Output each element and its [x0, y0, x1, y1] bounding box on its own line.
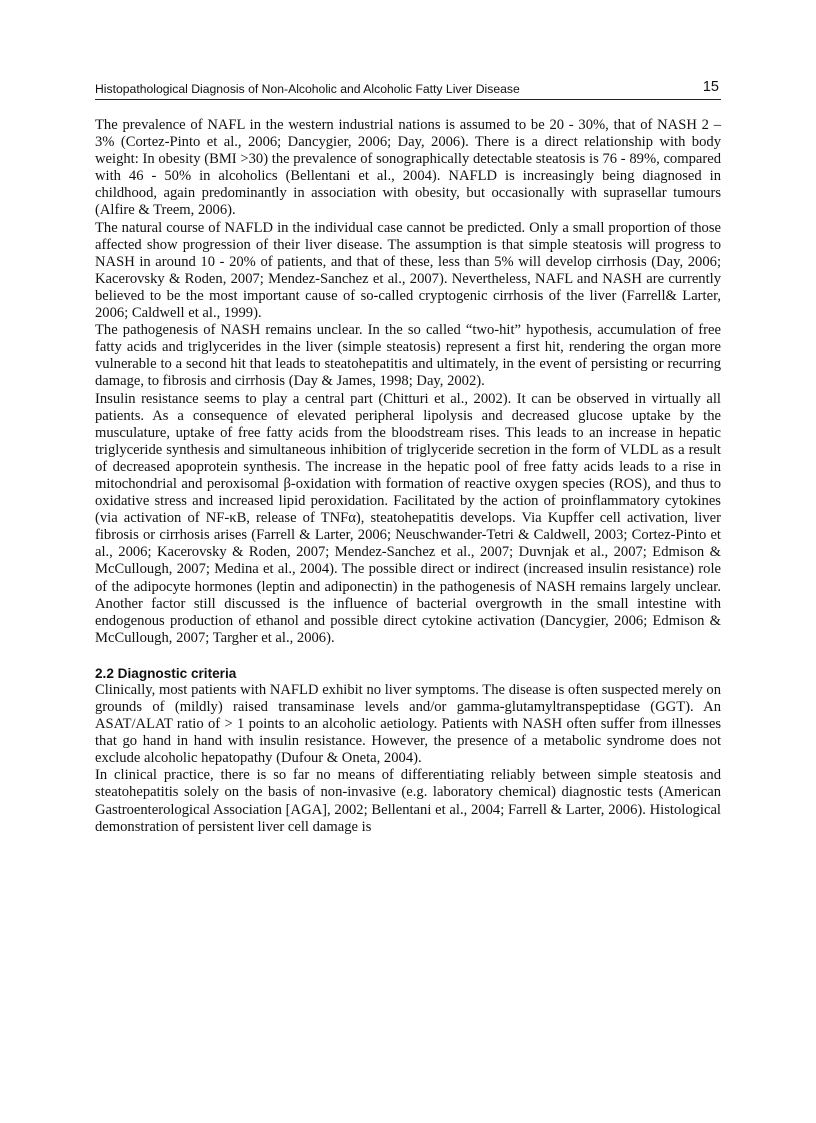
paragraph-natural-course: The natural course of NAFLD in the individual case cannot be predicted. Only a small proportion of those affected show progression of their liver disease. The assumption is that simple steatosis will progress to NASH in around 10 - 20% of patients, and that of these, less than 5% will develop cirrhosis (Day, 2006; Kacerovsky & Roden, 2007; Mendez-Sanchez et al., 2007). Nevertheless, NAFL and NASH are currently believed to be the most important cause of so-called cryptogenic cirrhosis of the liver (Farrell& Larter, 2006; Caldwell et al., 1999). — [95, 219, 721, 322]
paragraph-insulin-resistance: Insulin resistance seems to play a central part (Chitturi et al., 2002). It can be observed in virtually all patients. As a consequence of elevated peripheral lipolysis and decreased glucose uptake by the musculature, uptake of free fatty acids from the bloodstream rises. This leads to an increase in hepatic triglyceride synthesis and simultaneous inhibition of triglyceride secretion in the form of VLDL as a result of decreased apoprotein synthesis. The increase in the hepatic pool of free fatty acids leads to a rise in mitochondrial and peroxisomal β-oxidation with formation of reactive oxygen species (ROS), and thus to oxidative stress and increased lipid peroxidation. Facilitated by the action of proinflammatory cytokines (via activation of NF-κB, release of TNFα), steatohepatitis develops. Via Kupffer cell activation, liver fibrosis or cirrhosis arises (Farrell & Larter, 2006; Neuschwander-Tetri & Caldwell, 2003; Cortez-Pinto et al., 2006; Kacerovsky & Roden, 2007; Mendez-Sanchez et al., 2007; Duvnjak et al., 2007; Edmison & McCullough, 2007; Medina et al., 2004). The possible direct or indirect (increased insulin resistance) role of the adipocyte hormones (leptin and adiponectin) in the pathogenesis of NASH remains largely unclear. Another factor still discussed is the influence of bacterial overgrowth in the small intestine with endogenous production of ethanol and possible direct cytokine activation (Dancygier, 2006; Edmison & McCullough, 2007; Targher et al., 2006). — [95, 390, 721, 646]
paragraph-clinical: Clinically, most patients with NAFLD exhibit no liver symptoms. The disease is often suspected merely on grounds of (mildly) raised transaminase levels and/or gamma-glutamyltranspeptidase (GGT). An ASAT/ALAT ratio of > 1 points to an alcoholic aetiology. Patients with NASH often suffer from illnesses that go hand in hand with insulin resistance. However, the presence of a metabolic syndrome does not exclude alcoholic hepatopathy (Dufour & Oneta, 2004). — [95, 681, 721, 767]
page-number: 15 — [702, 79, 719, 95]
running-title: Histopathological Diagnosis of Non-Alcoholic and Alcoholic Fatty Liver Disease — [95, 82, 520, 96]
section-heading: 2.2 Diagnostic criteria — [95, 665, 237, 681]
paragraph-pathogenesis: The pathogenesis of NASH remains unclear. In the so called “two-hit” hypothesis, accumulation of free fatty acids and triglycerides in the liver (simple steatosis) represent a first hit, rendering the organ more vulnerable to a second hit that leads to steatohepatitis and ultimately, in the event of persisting or recurring damage, to fibrosis and cirrhosis (Day & James, 1998; Day, 2002). — [95, 322, 721, 390]
body-text — [95, 117, 721, 836]
paragraph-clinical-practice: In clinical practice, there is so far no means of differentiating reliably between simple steatosis and steatohepatitis solely on the basis of non-invasive (e.g. laboratory chemical) diagnostic tests (American Gastroenterological Association [AGA], 2002; Bellentani et al., 2004; Farrell & Larter, 2006). Histological demonstration of persistent liver cell damage is — [95, 767, 721, 835]
paragraph-prevalence: The prevalence of NAFL in the western industrial nations is assumed to be 20 - 30%, that of NASH 2 – 3% (Cortez-Pinto et al., 2006; Dancygier, 2006; Day, 2006). There is a direct relationship with body weight: In obesity (BMI >30) the prevalence of sonographically detectable steatosis is 76 - 89%, compared with 46 - 50% in alcoholics (Bellentani et al., 2004). NAFLD is increasingly being diagnosed in childhood, again predominantly in association with obesity, but occasionally with suprasellar tumours (Alfire & Treem, 2006). — [95, 117, 721, 219]
running-header — [95, 79, 721, 100]
